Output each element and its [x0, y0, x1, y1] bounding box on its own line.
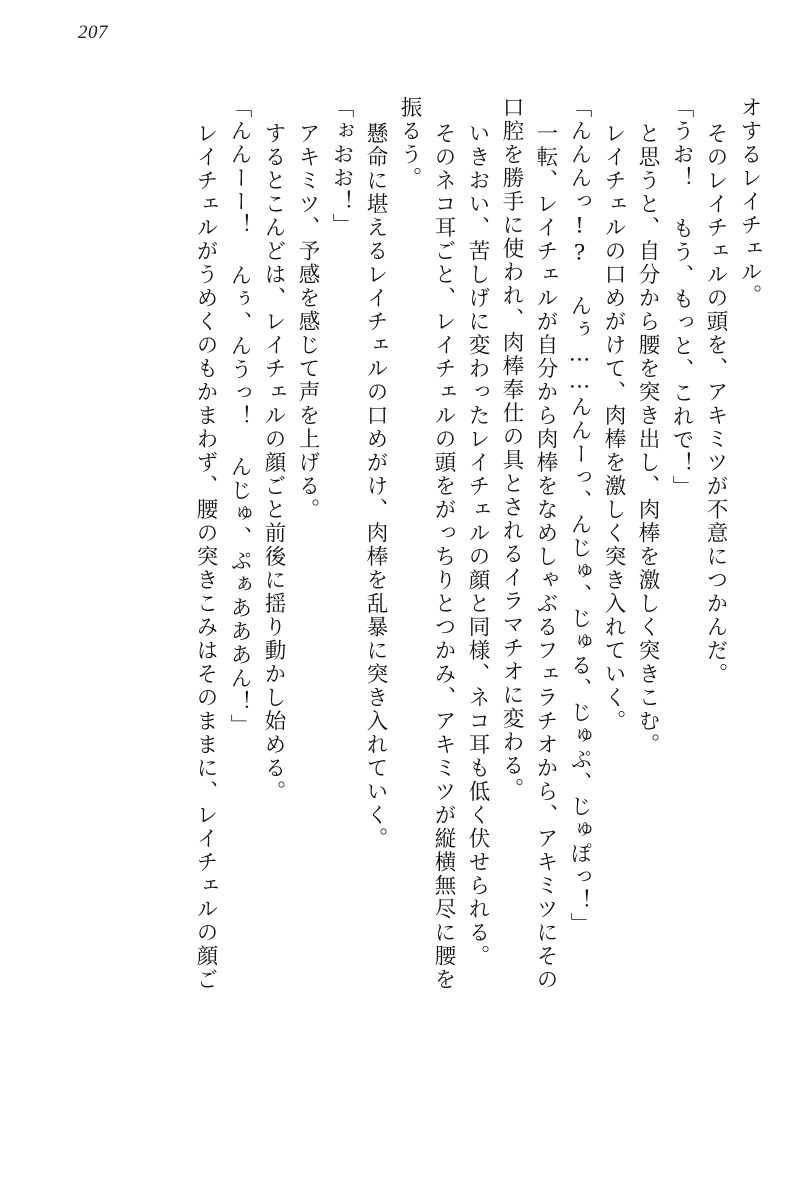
text-column: 「んんーー！ んぅ、んうっ！ んじゅ、ぷぁあああん！」: [227, 96, 252, 738]
text-column: と思うと、自分から腰を突き出し、肉棒を激しく突きこむ。: [635, 122, 660, 757]
vertical-text-body: [40, 96, 760, 1171]
text-column: 振るう。: [397, 96, 422, 190]
text-column: 「うお！ もう、もっと、これで！」: [669, 96, 694, 499]
text-column: いきおい、苦しげに変わったレイチェルの顔と同様、ネコ耳も低く伏せられる。: [465, 122, 490, 968]
text-column: アキミツ、予感を感じて声を上げる。: [295, 122, 320, 522]
text-column: するとこんどは、レイチェルの顔ごと前後に揺り動かし始める。: [261, 122, 286, 804]
text-column: オするレイチェル。: [737, 96, 762, 308]
text-column: 「んんんっ!? んぅ……んんーっ、んじゅ、じゅる、じゅぷ、じゅぽっ！」: [567, 96, 592, 936]
text-column: 一転、レイチェルが自分から肉棒をなめしゃぶるフェラチオから、アキミツにその: [533, 122, 558, 992]
page-number: 207: [78, 22, 108, 43]
text-column: そのレイチェルの頭を、アキミツが不意につかんだ。: [703, 122, 728, 686]
text-column: 懸命に堪えるレイチェルの口めがけ、肉棒を乱暴に突き入れていく。: [363, 122, 388, 851]
text-column: レイチェルがうめくのもかまわず、腰の突きこみはそのままに、レイチェルの顔ご: [193, 122, 218, 992]
text-column: 「ぉおお！」: [329, 96, 354, 237]
text-column: 口腔を勝手に使われ、肉棒奉仕の具とされるイラマチオに変わる。: [499, 96, 524, 801]
text-column: レイチェルの口めがけて、肉棒を激しく突き入れていく。: [601, 122, 626, 733]
text-column: そのネコ耳ごと、レイチェルの頭をがっちりとつかみ、アキミツが縦横無尽に腰を: [431, 122, 456, 992]
